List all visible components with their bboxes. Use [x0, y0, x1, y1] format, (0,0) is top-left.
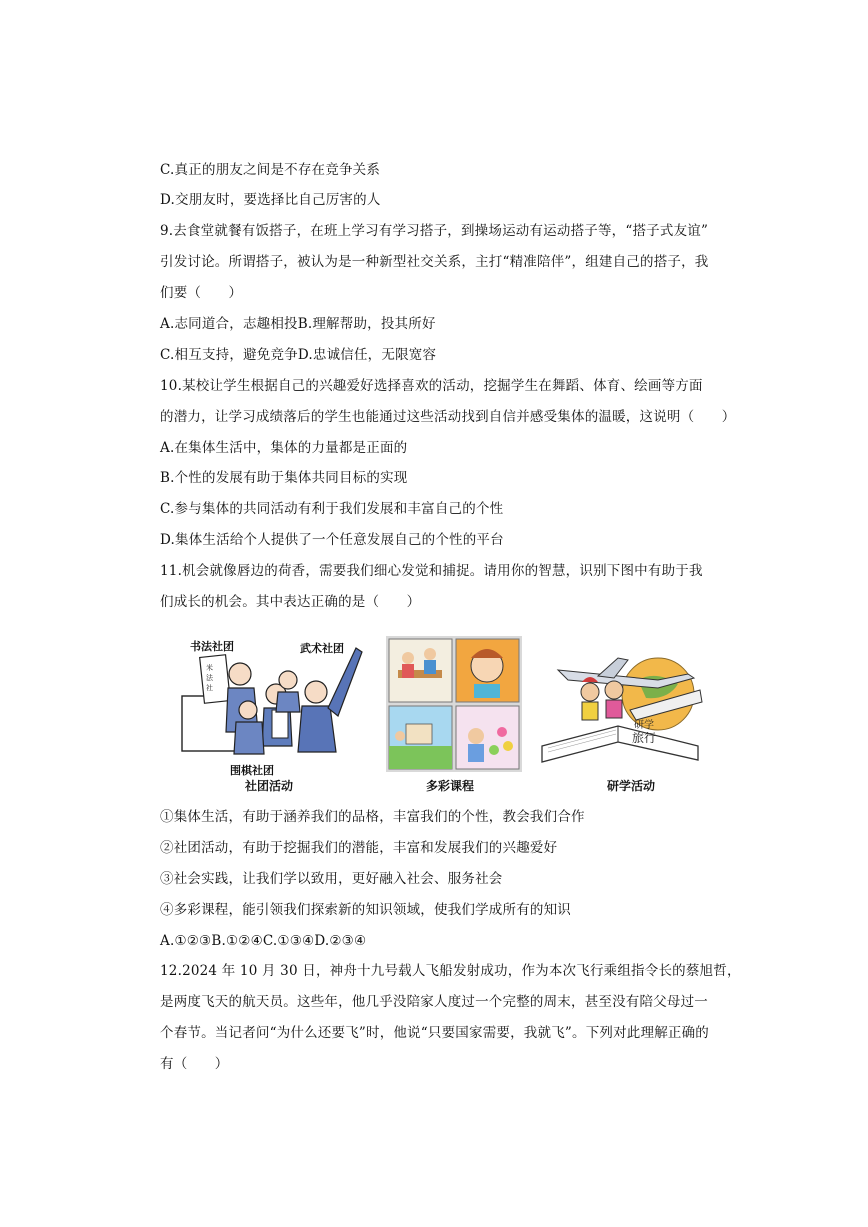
club-label-calligraphy: 书法社团 — [190, 640, 234, 653]
question-11: 11.机会就像唇边的荷香，需要我们细心发觉和捕捉。请用你的智慧，识别下图中有助于我 — [160, 563, 703, 579]
statement-1: ①集体生活，有助于涵养我们的品格，丰富我们的个性，教会我们合作 — [160, 809, 585, 825]
text-line: 引发讨论。所谓搭子，被认为是一种新型社交关系，主打“精准陪伴”，组建自己的搭子，我 — [160, 254, 709, 270]
statement-4: ④多彩课程，能引领我们探索新的知识领域，使我们学成所有的知识 — [160, 902, 571, 918]
study-trip-caption: 研学活动 — [607, 779, 656, 793]
option-b: B.个性的发展有助于集体共同目标的实现 — [160, 470, 408, 486]
option-a: A.在集体生活中，集体的力量都是正面的 — [160, 440, 408, 456]
text-line: 们要（ ） — [160, 285, 243, 301]
statement-3: ③社会实践，让我们学以致用，更好融入社会、服务社会 — [160, 871, 503, 887]
text-line: C.真正的朋友之间是不存在竞争关系 — [160, 162, 381, 178]
diverse-courses-caption: 多彩课程 — [426, 779, 475, 793]
diverse-courses-drawing — [386, 636, 522, 772]
svg-text:法: 法 — [206, 674, 213, 682]
text-line: 是两度飞天的航天员。这些年，他几乎没陪家人度过一个完整的周末，甚至没有陪父母过一 — [160, 994, 708, 1010]
text-line: 有（ ） — [160, 1056, 229, 1072]
question-9: 9.去食堂就餐有饭搭子，在班上学习有学习搭子，到操场运动有运动搭子等，“搭子式友谊” — [160, 223, 709, 239]
club-activities-illustration — [178, 636, 364, 777]
study-trip-illustration — [538, 650, 703, 768]
club-label-go: 围棋社团 — [230, 764, 274, 777]
option-d: D.集体生活给个人提供了一个任意发展自己的个性的平台 — [160, 532, 504, 548]
text-line: 的潜力，让学习成绩落后的学生也能通过这些活动找到自信并感受集体的温暖，这说明（ ） — [160, 409, 736, 425]
question-10: 10.某校让学生根据自己的兴趣爱好选择喜欢的活动，挖掘学生在舞蹈、体育、绘画等方面 — [160, 378, 703, 394]
svg-text:研学: 研学 — [634, 720, 654, 731]
question-12: 12.2024 年 10 月 30 日，神舟十九号载人飞船发射成功，作为本次飞行乘组指令长的蔡旭哲， — [160, 963, 741, 979]
study-trip-drawing — [538, 650, 703, 768]
statement-2: ②社团活动，有助于挖掘我们的潜能，丰富和发展我们的兴趣爱好 — [160, 840, 558, 856]
option-line: A.志同道合，志趣相投B.理解帮助，投其所好 — [160, 316, 436, 332]
option-line: C.相互支持，避免竞争D.忠诚信任，无限宽容 — [160, 347, 437, 363]
club-label-martial-arts: 武术社团 — [300, 642, 344, 655]
options-line: A.①②③B.①②④C.①③④D.②③④ — [160, 933, 367, 949]
text-line: D.交朋友时，要选择比自己厉害的人 — [160, 192, 381, 208]
svg-text:社: 社 — [206, 684, 213, 692]
club-activities-caption: 社团活动 — [245, 779, 294, 793]
option-c: C.参与集体的共同活动有利于我们发展和丰富自己的个性 — [160, 501, 504, 517]
svg-text:米: 米 — [206, 664, 213, 672]
svg-text:旅行: 旅行 — [632, 731, 657, 745]
diverse-courses-illustration — [386, 636, 522, 772]
text-line: 个春节。当记者问“为什么还要飞”时，他说“只要国家需要，我就飞”。下列对此理解正确的 — [160, 1025, 710, 1041]
text-line: 们成长的机会。其中表达正确的是（ ） — [160, 594, 421, 610]
